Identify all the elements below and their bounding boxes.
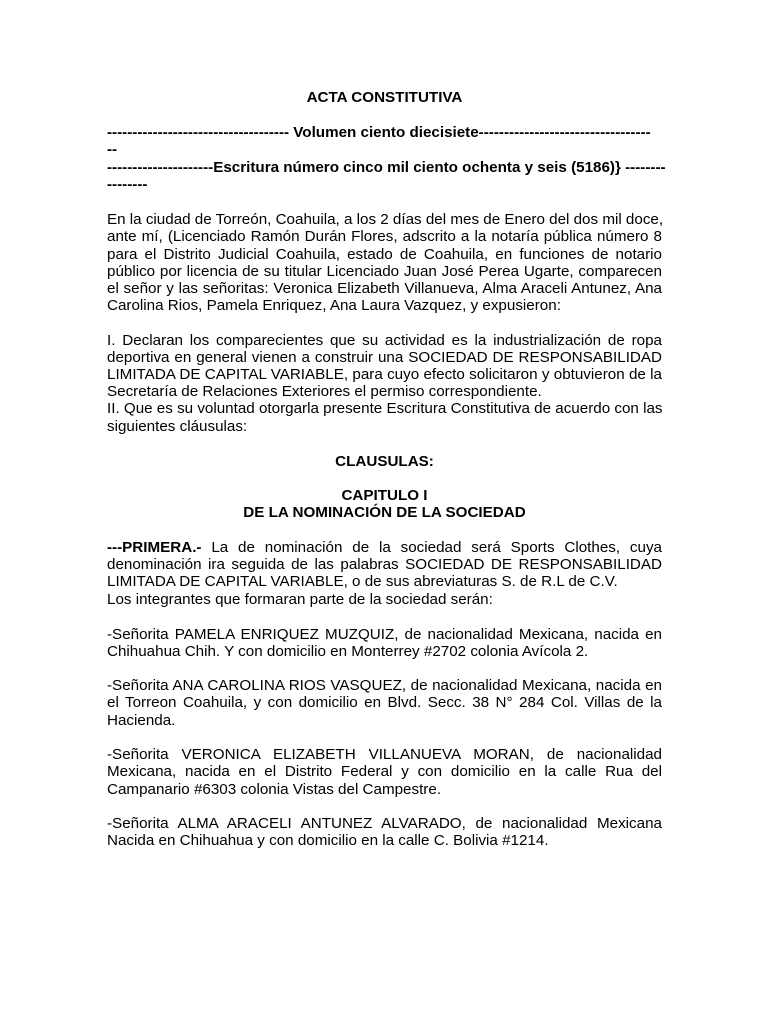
paragraph-line: LIMITADA DE CAPITAL VARIABLE, o de sus abreviaturas S. de R.L de C.V.: [107, 573, 618, 590]
paragraph-line: ante mí, (Licenciado Ramón Durán Flores, adscrito a la notaría pública número 8: [107, 228, 662, 245]
primera-text: La de nominación de la sociedad será Sports Clothes, cuya: [201, 539, 662, 556]
capitulo-subheading: DE LA NOMINACIÓN DE LA SOCIEDAD: [243, 504, 526, 521]
paragraph-line: para el Distrito Judicial Coahuila, estado de Coahuila, en funciones de notario: [107, 246, 662, 263]
paragraph-line: [107, 539, 662, 557]
paragraph-line: Chihuahua Chih. Y con domicilio en Monterrey #2702 colonia Avícola 2.: [107, 643, 589, 660]
paragraph-line: público por licencia de su titular Licenciado Juan José Perea Ugarte, comparecen: [107, 263, 662, 280]
paragraph-line: -Señorita VERONICA ELIZABETH VILLANUEVA MORAN, de nacionalidad: [107, 746, 662, 763]
paragraph-line: Mexicana, nacida en el Distrito Federal y con domicilio en la calle Rua del: [107, 763, 662, 780]
paragraph-line: el señor y las señoritas: Veronica Elizabeth Villanueva, Alma Araceli Antunez, Ana: [107, 280, 662, 297]
paragraph-line: I. Declaran los comparecientes que su actividad es la industrialización de ropa: [107, 332, 662, 349]
paragraph-line: siguientes cláusulas:: [107, 418, 248, 435]
primera-label: ---PRIMERA.-: [107, 539, 202, 556]
paragraph-line: -Señorita ANA CAROLINA RIOS VASQUEZ, de nacionalidad Mexicana, nacida en: [107, 677, 662, 694]
escritura-line-wrap: --------: [107, 176, 148, 193]
paragraph-line: En la ciudad de Torreón, Coahuila, a los 2 días del mes de Enero del dos mil doce,: [107, 211, 664, 228]
paragraph-line: deportiva en general vienen a construir una SOCIEDAD DE RESPONSABILIDAD: [107, 349, 662, 366]
paragraph-line: Secretaría de Relaciones Exteriores el permiso correspondiente.: [107, 383, 542, 400]
volumen-line-wrap: --: [107, 141, 118, 158]
escritura-line: ---------------------Escritura número cinco mil ciento ochenta y seis (5186)} --------: [107, 159, 666, 176]
paragraph-line: el Torreon Coahuila, y con domicilio en Blvd. Secc. 38 N° 284 Col. Villas de la: [107, 694, 662, 711]
paragraph-line: -Señorita ALMA ARACELI ANTUNEZ ALVARADO, de nacionalidad Mexicana: [107, 815, 662, 832]
paragraph-line: -Señorita PAMELA ENRIQUEZ MUZQUIZ, de nacionalidad Mexicana, nacida en: [107, 626, 662, 643]
paragraph-line: Hacienda.: [107, 712, 176, 729]
paragraph-line: LIMITADA DE CAPITAL VARIABLE, para cuyo efecto solicitaron y obtuvieron de la: [107, 366, 662, 383]
document-title: ACTA CONSTITUTIVA: [306, 89, 463, 106]
paragraph-line: Nacida en Chihuahua y con domicilio en la calle C. Bolivia #1214.: [107, 832, 549, 849]
volumen-line: ------------------------------------ Volumen ciento diecisiete----------------------------------: [107, 124, 651, 141]
paragraph-line: Los integrantes que formaran parte de la sociedad serán:: [107, 591, 493, 608]
clausulas-heading: CLAUSULAS:: [335, 453, 434, 470]
paragraph-line: Carolina Rios, Pamela Enriquez, Ana Laura Vazquez, y expusieron:: [107, 297, 561, 314]
paragraph-line: II. Que es su voluntad otorgarla presente Escritura Constitutiva de acuerdo con las: [107, 400, 663, 417]
capitulo-heading: CAPITULO I: [341, 487, 428, 504]
paragraph-line: Campanario #6303 colonia Vistas del Campestre.: [107, 781, 442, 798]
paragraph-line: denominación ira seguida de las palabras SOCIEDAD DE RESPONSABILIDAD: [107, 556, 662, 573]
